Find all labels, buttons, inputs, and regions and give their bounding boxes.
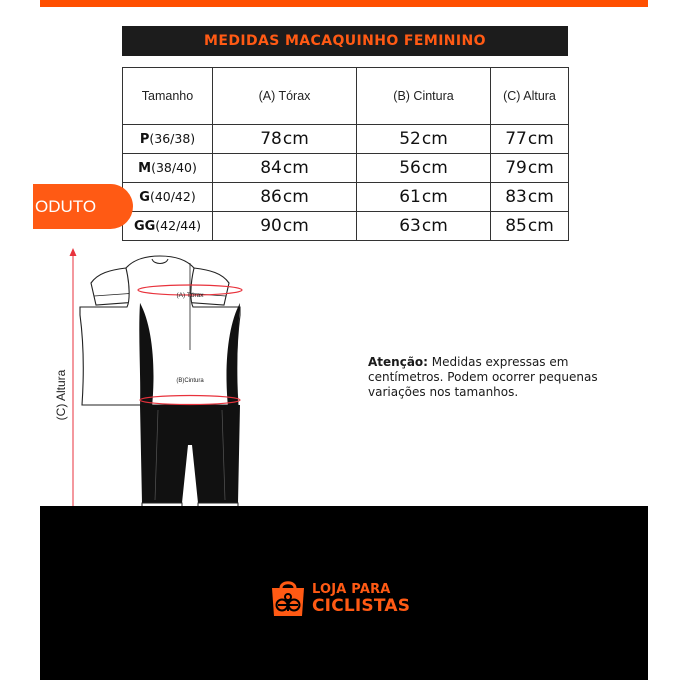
size-cell bbox=[123, 154, 213, 183]
attention-note bbox=[368, 355, 608, 400]
waist-cell bbox=[357, 183, 491, 212]
unit-label: cm bbox=[282, 187, 309, 207]
waist-cell bbox=[357, 125, 491, 154]
waist-value: 52 bbox=[399, 129, 421, 149]
table-row bbox=[123, 183, 569, 212]
chest-cell bbox=[213, 154, 357, 183]
brand-line-1: LOJA PARA bbox=[312, 582, 391, 597]
size-range: (42/44) bbox=[155, 218, 202, 233]
chest-cell bbox=[213, 125, 357, 154]
brand-logo[interactable] bbox=[270, 578, 410, 618]
header-height: (C) Altura bbox=[491, 68, 569, 125]
chest-value: 86 bbox=[260, 187, 282, 207]
unit-label: cm bbox=[527, 129, 554, 149]
title-banner bbox=[122, 26, 568, 56]
table-row bbox=[123, 125, 569, 154]
table-row bbox=[123, 212, 569, 241]
top-accent-bar bbox=[40, 0, 648, 7]
suit-shorts bbox=[140, 405, 240, 503]
table-header-row bbox=[123, 68, 569, 125]
height-value: 83 bbox=[505, 187, 527, 207]
header-size: Tamanho bbox=[123, 68, 213, 125]
unit-label: cm bbox=[527, 158, 554, 178]
height-label: (C) Altura bbox=[54, 369, 68, 421]
unit-label: cm bbox=[421, 187, 448, 207]
waist-value: 63 bbox=[399, 216, 421, 236]
brand-line-2: CICLISTAS bbox=[312, 596, 411, 616]
height-cell bbox=[491, 183, 569, 212]
size-range: (38/40) bbox=[151, 160, 197, 175]
height-cell bbox=[491, 154, 569, 183]
size-cell bbox=[123, 183, 213, 212]
table-row bbox=[123, 154, 569, 183]
suit-measurement-diagram bbox=[40, 245, 280, 520]
size-cell bbox=[123, 125, 213, 154]
chest-label: (A) Tórax bbox=[176, 292, 204, 299]
header-chest: (A) Tórax bbox=[213, 68, 357, 125]
page-title: MEDIDAS MACAQUINHO FEMININO bbox=[204, 33, 486, 49]
waist-cell bbox=[357, 154, 491, 183]
size-code: GG bbox=[133, 219, 156, 234]
note-text: Medidas expressas em centímetros. Podem ocorrer pequenas variações nos tamanhos. bbox=[368, 355, 598, 399]
waist-cell bbox=[357, 212, 491, 241]
note-heading: Atenção: bbox=[368, 355, 428, 369]
size-code: G bbox=[139, 190, 150, 205]
chest-value: 78 bbox=[260, 129, 282, 149]
side-tab-label: ODUTO bbox=[35, 196, 97, 216]
waist-value: 61 bbox=[399, 187, 421, 207]
chest-cell bbox=[213, 212, 357, 241]
size-cell bbox=[123, 212, 213, 241]
size-code: P bbox=[139, 132, 150, 147]
unit-label: cm bbox=[421, 216, 448, 236]
unit-label: cm bbox=[421, 129, 448, 149]
unit-label: cm bbox=[282, 216, 309, 236]
height-value: 77 bbox=[505, 129, 527, 149]
side-tab-button[interactable] bbox=[33, 184, 133, 229]
unit-label: cm bbox=[282, 129, 309, 149]
height-cell bbox=[491, 125, 569, 154]
unit-label: cm bbox=[527, 216, 554, 236]
size-table bbox=[122, 67, 569, 241]
height-value: 79 bbox=[505, 158, 527, 178]
chest-value: 90 bbox=[260, 216, 282, 236]
chest-value: 84 bbox=[260, 158, 282, 178]
size-range: (36/38) bbox=[149, 131, 196, 146]
height-cell bbox=[491, 212, 569, 241]
chest-cell bbox=[213, 183, 357, 212]
height-arrow-icon bbox=[70, 248, 77, 516]
header-waist: (B) Cintura bbox=[357, 68, 491, 125]
shopping-bag-bike-icon bbox=[270, 578, 306, 618]
height-value: 85 bbox=[505, 216, 527, 236]
footer bbox=[40, 506, 648, 680]
unit-label: cm bbox=[421, 158, 448, 178]
unit-label: cm bbox=[282, 158, 309, 178]
unit-label: cm bbox=[527, 187, 554, 207]
waist-value: 56 bbox=[399, 158, 421, 178]
size-code: M bbox=[138, 161, 152, 176]
waist-label: (B)Cintura bbox=[176, 378, 204, 384]
size-range: (40/42) bbox=[149, 189, 196, 204]
